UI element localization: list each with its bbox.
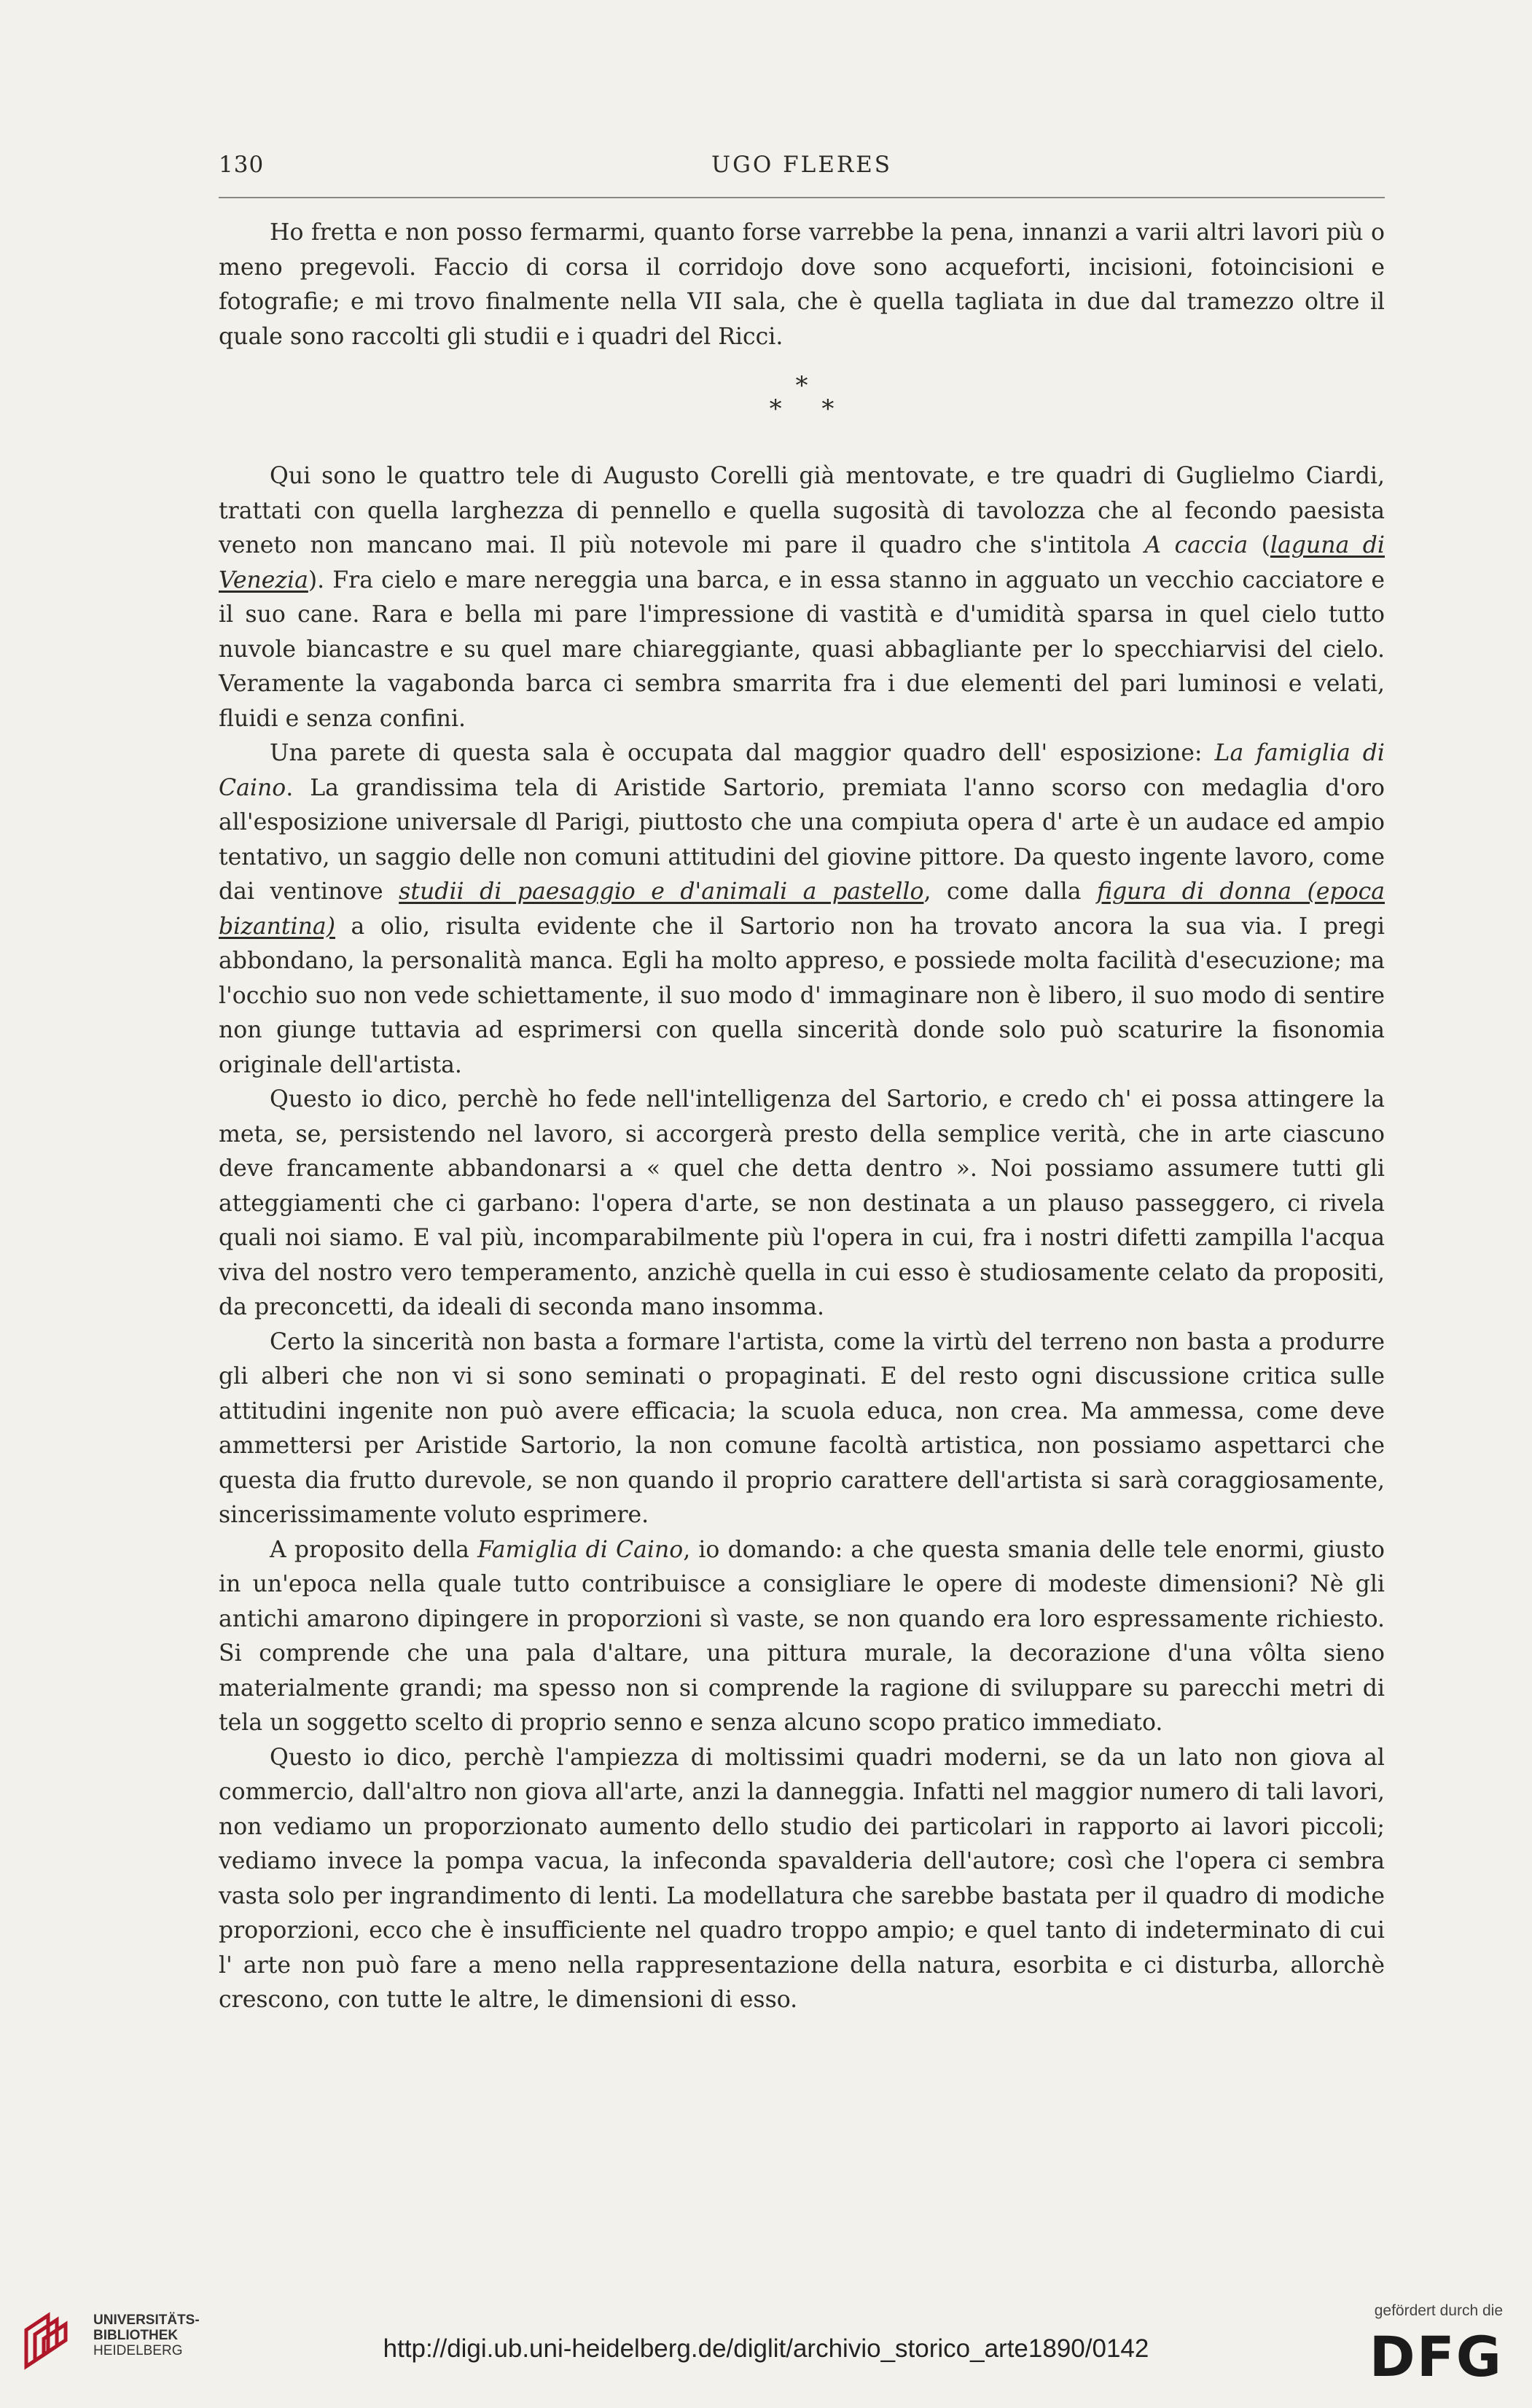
title-figura-di-donna: figura di donna (epoca bizantina)	[219, 878, 1385, 940]
paragraph-6-text-a: A proposito della	[270, 1536, 477, 1563]
article-body	[219, 216, 1385, 2018]
paragraph-6-text-b: , io domando: a che questa smania delle tele enormi, giusto in un'epoca nella quale tutto contribuisce a consigliare le opere di modeste dimensioni? Nè gli antichi amarono dipingere in proporzioni sì vaste, se non quando era loro espressamente richiesto. Si comprende che una pala d'altare, una pittura murale, la decorazione d'una vôlta sieno materialmente grandi; ma spesso non si comprende la ragione di svilupparе su parecchi metri di tela un soggetto scelto di proprio senno e senza alcuno scopo pratico immediato.	[219, 1536, 1385, 1736]
paragraph-2-text-b: (	[1248, 532, 1270, 558]
digitization-footer	[0, 2282, 1532, 2408]
asterism-bottom: * *	[769, 394, 851, 424]
header-rule	[219, 197, 1385, 198]
dfg-logo: DFG	[1369, 2324, 1503, 2389]
paragraph-3-text-b: . La grandissima tela di Aristide Sartorio, premiata l'anno scorso con medaglia d'oro all'esposizione universale dl Parigi, piuttosto che una compiuta opera d' arte è un audace ed ampio tentativo, un saggio delle non comuni attitudini del giovine pittore. Da questo ingente lavoro, come dai ventinove	[219, 774, 1385, 905]
uni-line-1: UNIVERSITÄTS-	[93, 2312, 200, 2328]
paragraph-6	[219, 1533, 1385, 1741]
running-head: UGO FLERES	[711, 152, 893, 178]
paragraph-3-text-c: , come dalla	[923, 878, 1097, 905]
paragraph-1: Ho fretta e non posso fermarmi, quanto forse varrebbe la pena, innanzi a varii altri lavori più o meno pregevoli. Faccio di corsa il corridojo dove sono acqueforti, incisioni, fotoincisioni e fotografie; e mi trovo finalmente nella VII sala, che è quella tagliata in due dal tramezzo oltre il quale sono raccolti gli studii e i quadri del Ricci.	[219, 219, 1385, 350]
source-url-link[interactable]: http://digi.ub.uni-heidelberg.de/diglit/archivio_storico_arte1890/0142	[383, 2334, 1149, 2363]
paragraph-3-text-a: Una parete di questa sala è occupata dal maggior quadro dell' esposizione:	[270, 740, 1215, 766]
uni-line-2: BIBLIOTHEK	[93, 2328, 179, 2343]
title-a-caccia: A caccia	[1144, 532, 1248, 558]
uni-line-3: HEIDELBERG	[93, 2343, 183, 2358]
paragraph-2-text-c: ). Fra cielo e mare nereggia una barca, e in essa stanno in agguato un vecchio cacciatore e il suo cane. Rara e bella mi pare l'impressione di vastità e d'umidità sparsa in quel cielo tutto nuvole biancastre e su quel mare chiareggiante, quasi abbagliante per lo specchiarvisi del cielo. Veramente la vagabonda barca ci sembra smarrita fra i due elementi del pari luminosi e velati, fluidi e senza confini.	[219, 566, 1385, 732]
paragraph-2-text-a: Qui sono le quattro tele di Augusto Corelli già mentovate, e tre quadri di Guglielmo Ciardi, trattati con quella larghezza di pennello e quella sugosità di tavolozza che al fecondo paesista veneto non mancano mai. Il più notevole mi pare il quadro che s'intitola	[219, 463, 1385, 558]
title-studii-pastello: studii di paesaggio e d'animali a pastello	[399, 878, 924, 905]
page-header	[219, 152, 1385, 188]
paragraph-7: Questo io dico, perchè l'ampiezza di moltissimi quadri moderni, se da un lato non giova al commercio, dall'altro non giova all'arte, anzi la danneggia. Infatti nel maggior numero di tali lavori, non vediamo un proporzionato aumento dello studio dei particolari in rapporto ai lavori piccoli; vediamo invece la pompa vacua, la infeconda spavalderia dell'autore; così che l'opera ci sembra vasta solo per ingrandimento di lenti. La modellatura che sarebbe bastata per il quadro di modiche proporzioni, ecco che è insufficiente nel quadro troppo ampio; e quel tanto di indeterminato di cui l' arte non può fare a meno nella rappresentazione della natura, esorbita e ci disturba, allorchè crescono, con tutte le altre, le dimensioni di esso.	[219, 1744, 1385, 2013]
subtitle-laguna: laguna di Venezia	[219, 532, 1385, 593]
asterism-separator	[219, 354, 1385, 459]
paragraph-3	[219, 736, 1385, 1083]
title-famiglia-di-caino-2: Famiglia di Caino	[477, 1536, 684, 1563]
asterism-top: *	[795, 371, 808, 400]
paragraph-3-text-d: a olio, risulta evidente che il Sartorio non ha trovato ancora la sua via. I pregi abbondano, la personalità manca. Egli ha molto appreso, e possiede molta facilità d'esecuzione; ma l'occhio suo non vede schiettamente, il suo modo d' immaginare non è libero, il suo modo di sentire non giunge tuttavia ad esprimersi con quella sincerità donde solo può scaturire la fisonomia originale dell'artista.	[219, 913, 1385, 1078]
paragraph-4: Questo io dico, perchè ho fede nell'intelligenza del Sartorio, e credo ch' ei possa attingere la meta, se, persistendo nel lavoro, si accorgerà presto della semplice verità, che in arte ciascuno deve francamente abbandonarsi a « quel che detta dentro ». Noi possiamo assumere tutti gli atteggiamenti che ci garbano: l'opera d'arte, se non destinata a un plauso passeggero, ci rivela quali noi siamo. E val più, incomparabilmente più l'opera in cui, fra i nostri difetti zampilla l'acqua viva del nostro vero temperamento, anzichè quella in cui esso è studiosamente celato da propositi, da preconcetti, da ideali di seconda mano insomma.	[219, 1086, 1385, 1320]
paragraph-5: Certo la sincerità non basta a formare l'artista, come la virtù del terreno non basta a produrre gli alberi che non vi si sono seminati o propaginati. E del resto ogni discussione critica sulle attitudini ingenite non può avere efficacia; la scuola educa, non crea. Ma ammessa, come deve ammettersi per Aristide Sartorio, la non comune facoltà artistica, non possiamo aspettarci che questa dia frutto durevole, se non quando il proprio carattere dell'artista si sarà coraggiosamente, sincerissimamente voluto esprimere.	[219, 1328, 1385, 1528]
paragraph-2	[219, 459, 1385, 736]
page-number: 130	[219, 152, 265, 178]
title-famiglia-di-caino: La famiglia di Caino	[219, 740, 1385, 801]
funded-by-label: gefördert durch die	[1374, 2302, 1503, 2319]
